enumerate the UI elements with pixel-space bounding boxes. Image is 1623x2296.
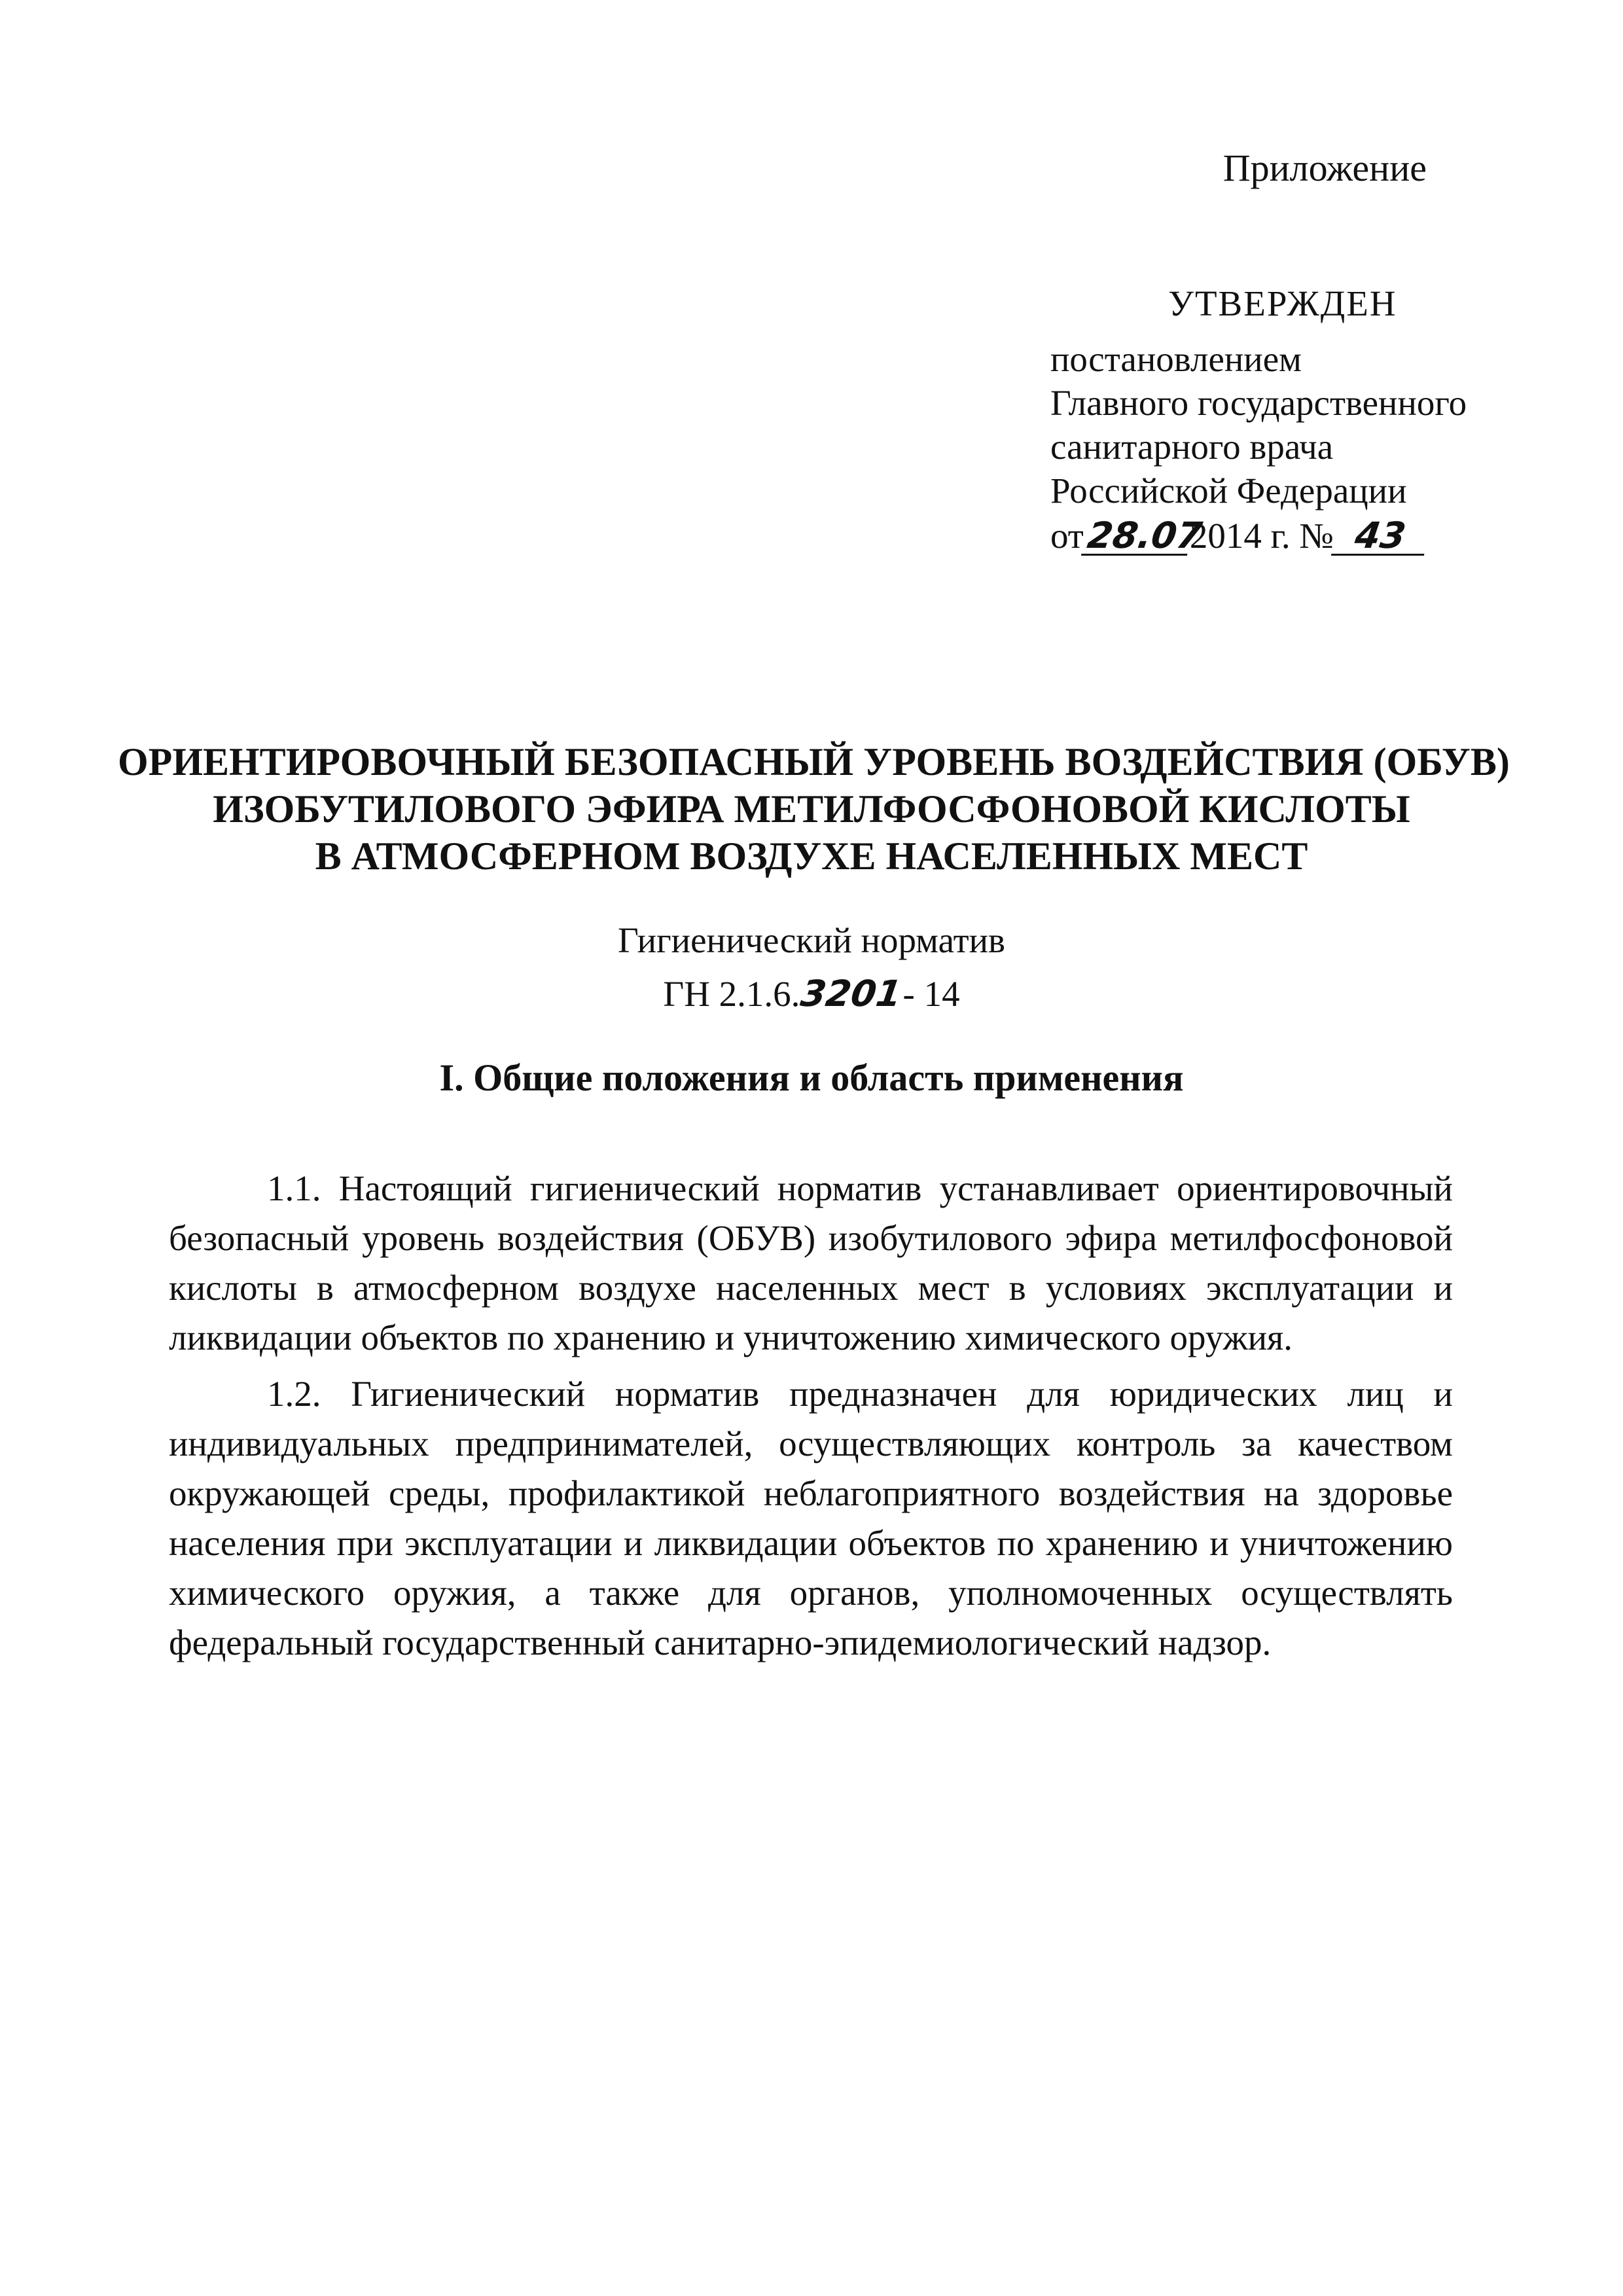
approval-date-line [1050,514,1508,558]
approval-block [1050,281,1508,558]
approval-line: санитарного врача [1050,427,1334,467]
section-heading: I. Общие положения и область применения [439,1056,1184,1099]
handwritten-date: 28.07 [1081,518,1192,556]
norm-code [118,967,1505,1021]
norm-kind: Гигиенический норматив [617,920,1006,960]
approval-line: Российской Федерации [1050,471,1407,511]
paragraph: 1.2. Гигиенический норматив предназначен для юридических лиц и индивидуальных предпринимателей, осуществляющих контроль за качеством окружающей среды, профилактикой неблагоприятного воздействия на здоровье населения при эксплуатации и ликвидации объектов по хранению и уничтожению химического оружия, а также для органов, уполномоченных осуществлять федеральный государственный санитарно-эпидемиологический надзор. [169,1374,1453,1662]
number-prefix: № [1299,516,1334,556]
annex-label: Приложение [1222,147,1427,189]
title-line: ИЗОБУТИЛОВОГО ЭФИРА МЕТИЛФОСФОНОВОЙ КИСЛОТЫ [213,787,1410,831]
date-prefix: от [1050,516,1084,556]
approved-label: УТВЕРЖДЕН [1168,283,1397,323]
handwritten-norm-number: 3201 [798,973,905,1014]
document-subtitle [118,914,1505,1021]
approval-line: Главного государственного [1050,383,1467,423]
section-body [169,1164,1453,1674]
title-line: ОРИЕНТИРОВОЧНЫЙ БЕЗОПАСНЫЙ УРОВЕНЬ ВОЗДЕЙСТВИЯ (ОБУВ) [118,740,1510,783]
document-title [118,738,1510,880]
norm-code-prefix: ГН 2.1.6. [663,974,800,1014]
title-line: В АТМОСФЕРНОМ ВОЗДУХЕ НАСЕЛЕННЫХ МЕСТ [315,834,1308,878]
approval-line: постановлением [1050,339,1302,379]
handwritten-number: 43 [1331,518,1429,556]
date-suffix: 2014 г. [1189,516,1291,556]
norm-code-suffix: - 14 [902,974,960,1014]
paragraph: 1.1. Настоящий гигиенический норматив устанавливает ориентировочный безопасный уровень воздействия (ОБУВ) изобутилового эфира метилфосфоновой кислоты в атмосферном воздухе населенных мест в условиях эксплуатации и ликвидации объектов по хранению и уничтожению химического оружия. [169,1168,1453,1357]
